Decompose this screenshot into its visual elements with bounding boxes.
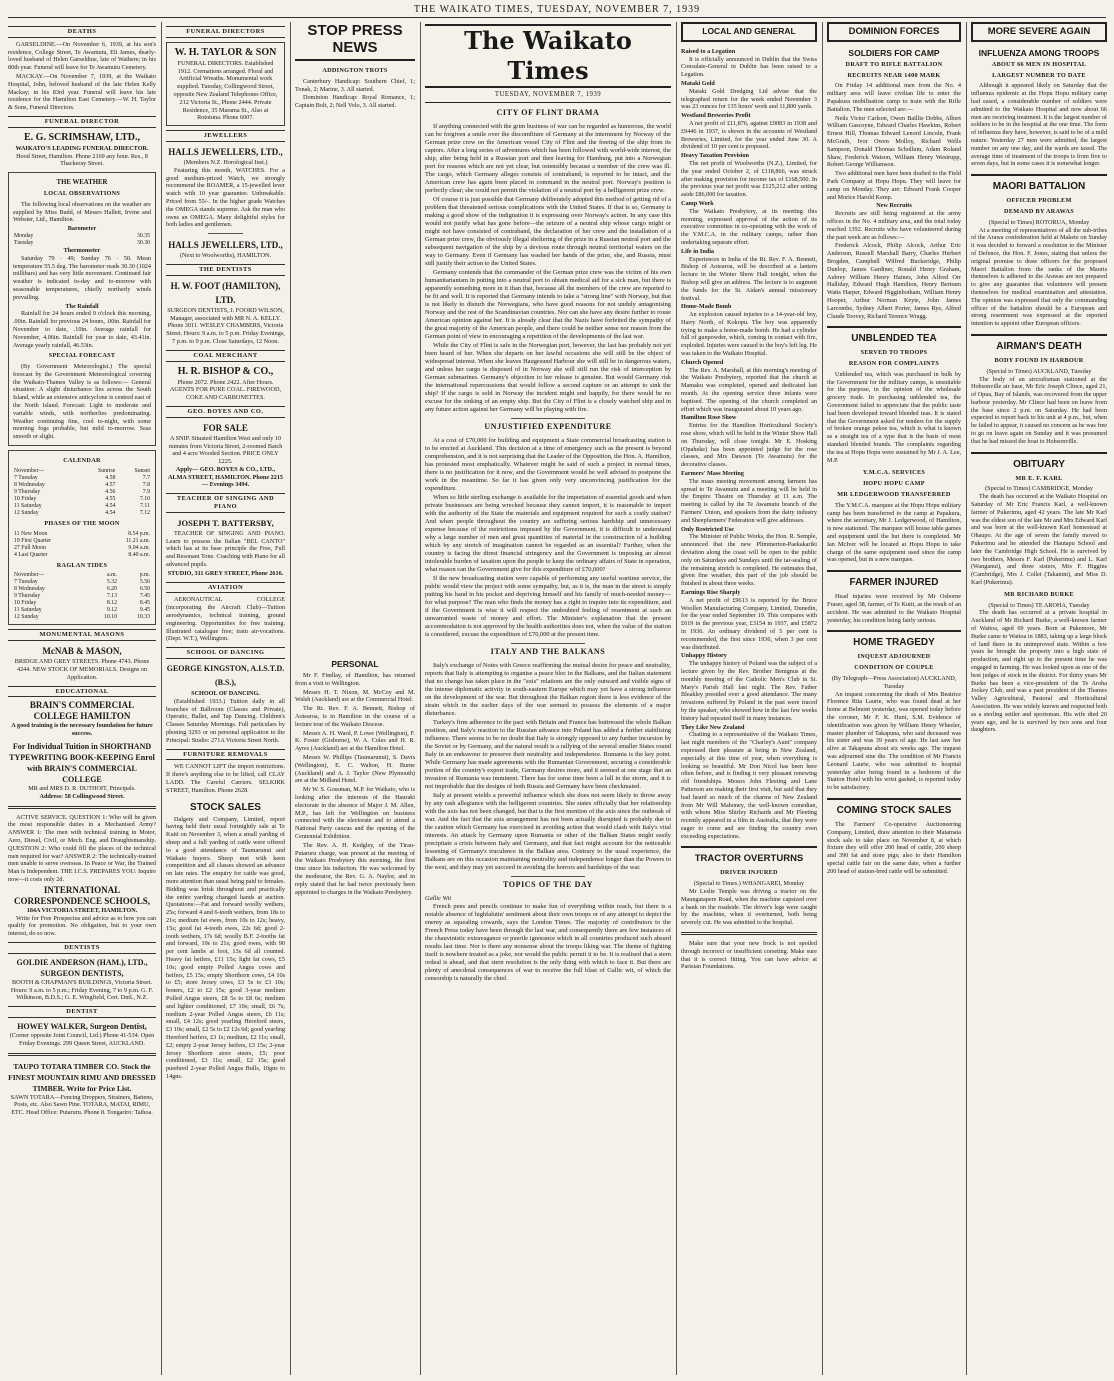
topics-heading: TOPICS OF THE DAY (502, 880, 593, 889)
column-rule (290, 22, 291, 1375)
home-tragedy-text: An inquest concerning the death of Mrs Beatrice Florence Rita Laurie, who was found dead at her home at Belmont yesterday, was opened today before the coroner, Mr F. K. Hunt, S.M. Evidence of identification was given by William Henry Wheeler, master plumber of Takapuna, who said deceased was his sister and was 39 years of age. He last saw her alive at Takapuna about six weeks ago. The inquest was adjourned sine die. The condition of Mr Francis Leonard Laurie, who was admitted to hospital yesterday after being found in a bedroom of the Station Hotel with his wrist gashed, is reported today to be satisfactory. (827, 690, 961, 792)
home-tragedy-dateline: (By Telegraph—Press Association) AUCKLAND, Tuesday (831, 675, 957, 690)
item-heading: Mataki Gold (681, 79, 715, 87)
forecast-text: (By Government Meteorologist.) The special forecast by the Government Meteorological covering the Waikato-Thames Valley is as follows:— General situation: A slight disturbance lies across the South Island, while an extensive anticyclone is centred east of the North Island. Forecast: Light to moderate and variable winds, with northerlies predominating. Weather continuing fine, cool to-night, with some morning fogs probable, but mild to-morrow. Seas smooth or slight. (13, 363, 151, 441)
masthead: The Waikato Times (425, 24, 671, 88)
coming-stock-heading: COMING STOCK SALES (827, 798, 961, 817)
item-text: A net profit of £9613 is reported by the Bruce Woollen Manufacturing Company, Limited, Dunedin, for the year ended September 19. This compares with £619 in the previous year, £3154 in 1937, and £5872 in 1936. An ordinary dividend of 5 per cent is recommended, the first since 1936, when 3 per cent was distributed. (681, 596, 817, 651)
for-sale-text: A SNIP. Situated Hamilton West and only 10 minutes from Victoria Street, 2-roomed Batch and 4 acre Wooded Section. PRICE ONLY £225. (168, 434, 283, 466)
stock-sales-text: Dalgety and Company, Limited, report having held their usual fortnightly sale at Te Kuiti on November 3, when a small yarding of sheep and a full yarding of cattle were offered to a good attendance of Taumarunui and Waikato buyers. Sheep met with keen competition and all classes showed an advance on late rates. The enquiry for cattle was good, more attention than usual being paid to females. Bidding was brisk throughout and practically the entire yarding changed hands at auction. Quotations:—Fat and forward woolly wethers, 25s; forward 4 and 6-tooth wethers, from 18s to 21s; medium fat ewes, from 10s to 12s; heavy, 15s; good fat 4-tooth ewes, 22s 6d; good 2-tooth wethers, 17s 6d; woolly B.F. 2-tooths fat and forward, 19s to 21s; good ewes, with 90 per cent lambs at foot, 13s 6d all counted. Heavy fat heifers, £11 15s; light fat cows, £5 10s; good empty Polled Angus cows and heifers, £5 15s; empty Shorthorn cows, £4 10s to £5; store Jersey cows, £3 5s to £3 10s; boners, £2 to £2 15s; good 3-year medium Polled Angus steers, £8 5s to £8 6s; medium and lighter conditioned, £7 10s; small, £6 7s; medium 2-year Polled Angus steers, £6 11s; small, £4 12s; good yearling Hereford steers, £3 10s; small, £2 5s to £2 12s 6d; good yearling Hereford heifers, £3 1s; medium, £2 11s; small, £2; empty 2-year Jersey heifers, £3 15s; 2-year Jersey Shorthorn store steers, £5; poor conditioned, £3 11s; small, £2 15s; good purebred 2-year Polled Angus Bulls, 10gns to 14gns. (166, 815, 285, 1080)
principals: MR and MRS D. R. DUTHOIT, Principals. (28, 785, 136, 793)
tractor-text: Mr Leslie Temple was driving a tractor on the Maungatapere Road, when the machine capsized over a bank on the roadside. The driver's legs were caught by the machine, when it overturned, both being severely cut. He was admitted to the hospital. (681, 888, 817, 927)
educational-heading: EDUCATIONAL (8, 686, 156, 698)
calendar-table: November— Sunrise Sunset 7 Tuesday 4.58 7.7 8 Wednesday 4.57 7.8 9 Thursday 4.56 7.9 10 Friday 4.55 7.10 11 Saturday 4.54 7.11 12 Sunday 4.54 7.12 (14, 467, 150, 516)
editorial-heading: CITY OF FLINT DRAMA (496, 108, 600, 117)
personal-item: Messrs A. H. Ward, P. Lowe (Wellington), F. K. Foster (Gisborne), W. A. Coles and H. R. Ayres (Auckland) are at the Hamilton Hotel. (295, 729, 415, 753)
brains-tagline: A good training is the necessary foundation for future success. (11, 722, 153, 738)
airman-text: The body of an aircraftsman stationed at the Hobsonville air base, Mr Eric Joseph Clince, aged 21, of Opua, Bay of Islands, was recovered from the upper harbour yesterday. Mr Clince had been on leave from the base since 2 p.m. on Saturday. He had been expected to report back to his unit at 4 p.m., but, when he failed to appear, it caused no concern as he was free to go on leave again on Sunday and it was presumed that he had missed the boat to Hobsonville. (971, 375, 1107, 445)
obituary-dateline: (Special to Times) TE AROHA, Tuesday (988, 601, 1090, 609)
rainfall-heading: The Rainfall (65, 302, 99, 310)
apply-boyes: Apply— GEO. BOYES & CO., LTD., ALMA STREET, HAMILTON. Phone 2215 — Evenings 3494. (167, 465, 284, 489)
influenza-sub: ABOUT 66 MEN IN HOSPITAL (991, 60, 1087, 68)
funeral-directors-heading: FUNERAL DIRECTORS (166, 26, 285, 38)
for-sale-heading: FOR SALE (203, 422, 248, 433)
item-heading: Raised to a Legation (681, 47, 736, 55)
taylor-ad (166, 42, 285, 126)
airman-dateline: (Special to Times) AUCKLAND, Tuesday (986, 367, 1092, 375)
obituary-dateline: (Special to Times) CAMBRIDGE, Monday (985, 485, 1093, 493)
draft-heading: DRAFT TO RIFLE BATTALION (845, 60, 943, 68)
item-text: An explosion caused injuries to a 14-year-old boy, Harry North, of Kokopu. The boy was apparently trying to make a home-made bomb. He had a cylinder full of gunpowder, which, coming in contact with fire, exploded. Injuries were caused to the boy's left leg. He was taken to the Waikato Hospital. (681, 311, 817, 358)
forecast-heading: SPECIAL FORECAST (48, 352, 116, 360)
item-heading: Life in India (681, 247, 715, 255)
halls-firm: HALLS JEWELLERS, LTD., (168, 146, 283, 157)
item-heading: Church Opened (681, 358, 724, 366)
obituary-name: MR E. F. KARL (1015, 474, 1063, 482)
halls-sub-2: (Next to Woolworths), HAMILTON. (180, 252, 271, 260)
halls-text: Featuring this month, WATCHES. For a good medium-priced Watch, we strongly recommend the ROAMER, a 15-jewelled lever watch with 10 year guarantee. Unbreakable. Priced from 55/-. In the higher grade Watches the OMEGA stands supreme. Ask the man who owns an OMEGA. Many delightful styles for both ladies and gentlemen. (166, 166, 285, 229)
divider (511, 418, 585, 419)
battersby-text: TEACHER OF SINGING AND PIANO. Learn to possess the Italian "BEL CANTO" which has at its base principle the Free, Full and Resonant Tone. Coaching with Piano for all advanced pupils. (166, 529, 285, 569)
hw-foot-firm: H. W. FOOT (HAMILTON), LTD. (170, 280, 281, 305)
battersby-address: STUDIO, 311 GREY STREET, Phone 2616. (167, 569, 284, 577)
obituary-name: MR RICHARD BURKE (1004, 590, 1074, 598)
barometer-table: Monday 30.35 Tuesday 30.30 (14, 232, 150, 246)
item-text: A net profit of £11,876, against £9083 in 1938 and £9446 in 1937, is shown in the accounts of Westland Breweries, Limited, for the year ended June 30. A dividend of 10 per cent is proposed. (681, 119, 817, 151)
moon-table: 11 New Moon 8.54 p.m. 19 First Quarter 11.21 a.m. 27 Full Moon 9.04 a.m. 4 Last Quarter 8.40 a.m. (14, 530, 150, 558)
taylor-text: FUNERAL DIRECTORS. Established 1912. Cremations arranged. Floral and Artificial Wreaths. Monumental work supplied. Tuesday, Collingwood Street, opposite New Zealand Telephones Office, 212 Victoria St., Phone 2444. Private Residence, 35 Marama St., Also at Rototuna. Phone 6007. (173, 59, 278, 122)
editorial-paragraph: Italy's exchange of Notes with Greece reaffirming the mutual desire for peace and neutrality, reports that Italy is attempting to organise a peace bloc in the Balkans, and the Italian statement that no change has taken place in the "axis" relations are the only outward and visible signs of the intense diplomatic activity in south-eastern Europe which may yet have a strong influence on the development of the war. But throughout the Balkan region there is less evidence of the strain which in the earlier days of the war seemed to possess the elements of a major disturbance. (425, 662, 671, 717)
item-text: The net profit of Woolworths (N.Z.), Limited, for the year ended October 2, of £118,866, was struck after making provision for income tax of £168,500. In the previous year net profit was £125,212 after setting aside £86,000 for taxation. (681, 159, 817, 199)
dateline: TUESDAY, NOVEMBER 7, 1939 (425, 88, 671, 103)
ymca-text: The Y.M.C.A. marquee at the Hopu Hopu military camp has been transferred to the camp at Papakura, where the secretary, Mr J. Ledgerwood, of Hamilton, is now stationed. The marquee will house table games and equipment until the hut there is completed. Mr Ian McIver will be located at Hopu Hopu to take charge of the same equipment used since the camp was opened, but in a new marquee. (827, 501, 961, 564)
addington-heading: ADDINGTON TROTS (322, 67, 388, 74)
taylor-firm: W. H. TAYLOR & SON (174, 46, 277, 58)
bishop-firm: H. R. BISHOP & CO., (177, 365, 274, 377)
calendar-heading: CALENDAR (63, 457, 101, 465)
divider (208, 233, 244, 234)
ics-text: Write for Free Prospectus and advice as to how you can qualify for promotion. No obligation, but to your own interest, do so now. (8, 914, 156, 938)
item-heading: They Like New Zealand (681, 723, 745, 731)
divider (8, 1053, 156, 1056)
stop-press-blank-space (295, 111, 415, 651)
furniture-text: WE CANNOT LIFT the import restrictions. If there's anything else to be lifted, call CLAY LADD. The Careful Carriers. SELKIRK STREET, Hamilton. Phone 2628. (166, 763, 285, 794)
jewellers-heading: JEWELLERS (166, 130, 285, 142)
influenza-heading: INFLUENZA AMONG TROOPS (978, 47, 1100, 58)
item-heading: Camp Work (681, 199, 714, 207)
editorial-heading: UNJUSTIFIED EXPENDITURE (484, 422, 612, 431)
home-tragedy-heading: HOME TRAGEDY (827, 630, 961, 649)
furniture-heading: FURNITURE REMOVALS (166, 749, 285, 761)
funeral-firm: E. G. SCRIMSHAW, LTD., (24, 131, 140, 143)
top-rule (8, 17, 1106, 18)
funeral-address: Hood Street, Hamilton. Phone 2169 any hour. Res., 8 Thackeray Street. (16, 152, 148, 168)
taupo-totara-ad: TAUPO TOTARA TIMBER CO. Stock the FINEST MOUNTAIN RIMU AND DRESSED TIMBER. Write for Price List. (8, 1061, 156, 1093)
column-advertisements (166, 22, 285, 1375)
recruits-names: Neils Victor Carlson, Owen Baillie Dobbs, Albert William Gascoyne, Edward Charles Hawkins, Robert Ernest Hill, Thomas Edward Lenord Lincoln, Frank McGrath, Ivor Owen Molloy, Richard Wells Sampson, Donald Thomas Schollum, Adam Roland Shaw, Frederick Watson, William Henry Westrupp, Robert George Williamson. (827, 114, 961, 169)
running-head: THE WAIKATO TIMES, TUESDAY, NOVEMBER 7, 1939 (413, 4, 701, 15)
column-rule (966, 22, 967, 1375)
local-general-heading: LOCAL AND GENERAL (681, 22, 817, 42)
stop-press-heading: STOP PRESS NEWS (295, 22, 415, 61)
influenza-text: Although it appeared likely on Saturday that the influenza epidemic at the Hopu Hopu military camp had eased, a considerable number of soldiers were admitted to the Waikato Hospital and now about 66 men are receiving treatment. It is the largest number of soldiers to be in the hospital at the one time. The form of influenza they have, however, is said to be of a mild nature. Yesterday 27 men were admitted, the largest number on any one day, and the wards are taxed. The average time of treatment of the troops is from five to seven days, but in some cases it is somewhat longer. (971, 82, 1107, 168)
weather-box (8, 172, 156, 446)
deaths-heading: DEATHS (8, 26, 156, 38)
raglan-table: November— a.m. p.m. 7 Tuesday 5.32 5.56 8 Wednesday 6.20 6.50 9 Thursday 7.13 7.45 10 Friday 8.12 8.45 11 Saturday 9.12 9.45 12 Sunday 10.10 10.33 (14, 572, 150, 621)
column-local-general (681, 22, 817, 1375)
personal-heading: PERSONAL (331, 658, 379, 669)
goldie-anderson-ad: GOLDIE ANDERSON (HAM.), LTD., SURGEON DENTISTS, (16, 957, 148, 978)
coal-heading: COAL MERCHANT (166, 350, 285, 362)
item-text: The unhappy history of Poland was the subject of a lecture given by the Rev. Brother Benignus at the monthly meeting of the Catholic Men's Club in St. Mary's Parish Hall last night. The Rev. Father Bleakley presided over a good attendance. The many invasions suffered by Poland in the past were traced by the speaker, who showed how in the last few weeks history had repeated itself in many instances. (681, 660, 817, 722)
maori-sub-2: DEMAND BY ARAWAS (1004, 207, 1074, 215)
recruits-text: Two additional men have been drafted to the Field Park Company at Hopu Hopu. They will leave for camp on Monday. They are: Edward Frank Cooper and Morice Harold Kemp. (827, 170, 961, 201)
obituary-heading: OBITUARY (971, 452, 1107, 471)
monumental-firm: McNAB & MASON, (42, 646, 122, 657)
personal-item: Messrs H. T. Nixon, M. McCoy and M. Walsh (Auckland) are at the Commercial Hotel. (295, 688, 415, 704)
item-heading: Only Restricted Use (681, 525, 734, 533)
tea-heading: UNBLENDED TEA (827, 326, 961, 345)
college-address: Address: 58 Collingwood Street. (39, 792, 125, 800)
column-rule (822, 22, 823, 1375)
weather-heading: THE WEATHER (56, 179, 108, 187)
hw-foot-text: SURGEON DENTISTS, J. FOORD WILSON, Manager, associated with MR N. A. KELLY. Phone 3011. WESLEY CHAMBERS, Victoria Street. Hours: 9 a.m. to 5 p.m. Friday Evenings, 7 p.m. to 9 p.m. Close Saturdays, 12 Noon. (166, 306, 285, 345)
tractor-dateline: (Special to Times.) WHANGAREI, Monday (693, 880, 805, 888)
monumental-text: BRIDGE AND GREY STREETS. Phone 4743. Phone 4244. NEW STOCK OF MEMORIALS. Designs on Application. (14, 658, 150, 681)
battersby-firm: JOSEPH T. BATTERSBY, (177, 517, 274, 528)
death-notice: GARSELDINE.—On November 6, 1939, at his son's residence, College Street, Te Awamutu, Eli James, dearly-loved husband of Helen Garseldine, late of Waihere; in his 80th year. Funeral will leave for Te Awamutu Cemetery. (8, 40, 156, 72)
farmer-heading: FARMER INJURED (827, 570, 961, 589)
editorial-paragraph: If the new broadcasting station were capable of performing any useful wartime service, the public would view the project with some sympathy, but, as it is, the man in the street is simply putting his hand in his pocket and depriving himself and his family of much-needed money—for what purpose? The man who finds the money has a right to inquire into its expenditure, and if the Government is wise it will respect the undoubted feeling of resentment at such an unwarranted waste of money and effort. The Minister's explanation that the present accommodation is not approved by the health authorities does not, when the value of the station is considered, excuse the expenditure of £70,000 at the present time. (425, 575, 671, 638)
dancing-heading: SCHOOL OF DANCING (166, 647, 285, 659)
bishop-text: Phone 2072. Phone 2422. After Hours. AGENTS FOR PURE COAL. FIREWOOD, COKE AND CARBONETTES. (169, 378, 282, 402)
tea-subheading: SERVED TO TROOPS (860, 349, 928, 357)
editorial-paragraph: If anything connected with the grim business of war can be regarded as humorous, the world can be forgiven a smile over the discomfiture of Germany at the internment by Norway of the German prize crew on the American vessel City of Flint and the freeing of the ship from its captors. After a long series of adventures which has been followed with world-wide interest, the ship, after being held in a Russian port and then leaving for Hamburg, put into a Norwegian port for reasons which are not yet clear, but ostensibly because a member of the crew was ill. The cargo, which Germany alleges consists of contraband, is reported to be intact, and the American crew has again been placed in command in the neutral port. Norway's position is perfectly clear; she could not permit the violation of a neutral port by a belligerent prize crew. (425, 123, 671, 194)
recruits-text: Recruits are still being registered at the army offices in the No. 4 military area, and the total today reached 1392. Recruits who have volunteered during the past week are as follows:— (827, 210, 961, 241)
item-heading: Earnings Rise Sharply (681, 588, 741, 596)
tuition-ad: For Individual Tuition in SHORTHAND TYPEWRITING BOOK-KEEPING Enrol with BRAIN'S COMMERCIAL COLLEGE (9, 742, 155, 785)
funeral-sub: WAIKATO'S LEADING FUNERAL DIRECTOR. (15, 144, 149, 152)
ics-ad: INTERNATIONAL CORRESPONDENCE SCHOOLS, (13, 884, 151, 906)
item-text: The Rev. A. Marshall, at this morning's meeting of the Waikato Presbytery, reported that the church at Mamaku was completed, opened and dedicated last month. At the opening service three infants were baptised. The opening of the church completed an effort which was inaugurated about 10 years ago. (681, 366, 817, 413)
howey-walker-ad: HOWEY WALKER, Surgeon Dentist, (17, 1021, 147, 1031)
moon-heading: PHASES OF THE MOON (44, 519, 120, 527)
stock-sales-heading: STOCK SALES (190, 801, 261, 813)
column-classifieds (8, 22, 156, 1375)
dentists-heading: THE DENTISTS (166, 264, 285, 276)
column-rule (676, 22, 677, 1375)
thermometer-text: Saturday 79 · 49; Sunday 76 · 50. Mean temperature 55.5 deg. The barometer reads 30.30 (1024 millibars) and has very little movement. Continued fair weather is indicated to-day and to-morrow with seasonable temperatures, chiefly northerly winds prevailing. (13, 254, 151, 301)
editorial-heading: ITALY AND THE BALKANS (490, 647, 606, 656)
editorial-paragraph: At a cost of £70,000 for building and equipment a State commercial broadcasting station is to be erected at Auckland. This decision at a time of emergency such as the present is beyond comprehension, and it is not surprising that the Leader of the Opposition, the Hon. A. Hamilton, has protested most emphatically. Whatever might be said of such a project in normal times, there is no justification for it now, and the Government would be well advised to postpone the work in the meantime. So far it has given only very unconvincing justification for the expenditure. (425, 437, 671, 492)
calendar-box (8, 450, 156, 625)
dentist-heading: DENTIST (8, 1006, 156, 1018)
editorial-paragraph: Turkey's firm adherence to the pact with Britain and France has buttressed the whole Balkan position, and Italy's reaction to the Russian advance into Poland has added a further stabilising influence. There seems to be no doubt that Italy is strongly opposed to any further incursion by the Soviet or by Germany, and the natural result is a rallying of the several smaller States round Italy in an endeavour to preserve their neutrality and independence. Rumania is the key point. While Germany has made agreements with the Rumanian Government, securing a considerable portion of the country's export trade, Germany desires more, and it seemed at one stage that an invasion of Rumania was imminent. There has for some time been a lull in the storm, and it is not improbable that the designs of both Russia and Germany have been checkmated. (425, 719, 671, 790)
item-text: The mass meeting movement among farmers has spread to Te Awamutu and a meeting will be held in the Empire Theatre on Thursday at 11 a.m. The meeting is called by the Te Awamutu branch of the Farmers' Union, and speakers from the dairy industry and Sheepfarmers' Federation will give addresses. (681, 477, 817, 524)
raglan-heading: RAGLAN TIDES (56, 561, 108, 569)
recruits-text: On Friday 14 additional men from the No. 4 military area will leave civilian life to enter the Papakura mobilisation camp to train with the Rifle Battalion. The men selected are:— (827, 82, 961, 113)
tractor-heading: TRACTOR OVERTURNS (681, 846, 817, 865)
maori-text: At a meeting of representatives of all the sub-tribes of the Arawa confederation held at Makete on Sunday it was decided to forward a resolution to the Minister of Defence, the Hon. F. Jones, stating that unless the original promise to draw officers for the proposed Maori Battalion from the ranks of the Maoris themselves is adhered to the Arawas are not prepared to give any guarantee that volunteers will present themselves for medical examination and attestation. The opinion was expressed that only the commanding officer of the battalion should be a European and strong resentment was expressed at the reported intention to appoint other European officers. (971, 226, 1107, 328)
active-service-ad: ACTIVE SERVICE. QUESTION 1: Who will be given the most responsible duties in a Mechanised Army? ANSWER 1: The men with technical training in Motor, Aero, Diesel, Civil, or Mech. Eng. and Draughtsmanship. QUESTION 2: Who could fill the places of the technical men required for war? ANSWER 2: The technically-trained men unable to serve overseas. In Peace or War, the Trained Man is Independent. THE I.C.S. PREPARES YOU. Inquire now—it costs only 2d. (8, 813, 156, 883)
maori-dateline: (Special to Times) ROTORUA, Monday (988, 218, 1090, 226)
editorial-paragraph: When so little sterling exchange is available for the importation of essential goods and when private businesses are being wrecked because they cannot import, it is reasonable to import with the authority of the State the materials and equipment required for such a costly station? And when people throughout the country are suffering serious hardship and unnecessary expense because of the restrictions imposed by the Government, it is difficult to understand why a large number of men and great quantities of material in the construction of a building which by any stretch of imagination cannot be regarded as an essential? Further, when the country is facing the direst financial stringency and the Government is imposing an almost intolerable burden of taxation upon the people to keep the ordinary affairs of State in operation, what reason can the Government give for this expenditure of £70,000? (425, 494, 671, 573)
corset-ad: Make sure that your new frock is not spoiled through incorrect or insufficient corseting. Make sure that it is correct fitting. You can have advice at Parisian Foundations. (681, 940, 817, 971)
soldiers-heading: SOLDIERS FOR CAMP (848, 47, 940, 58)
editorial-paragraph: Italy at present wields a powerful influence which she does not seem likely to throw away by any rash allegiance with the belligerent countries. She states officially that her relationship with the axis has not been changed, but that is the first mention of the axis since the outbreak of war. And the fact that the axis arrangement has not been actually disrupted is probably due to the caution which Germany has exercised in avoiding action that would clash with Italy's vital interests. An attack by Germany upon Rumania or other of the Balkan States might easily precipitate a crisis between Italy and Germany, and that fact might account for the noticeable lessening of Germany's truculence in the Balkan area. Contrary to the usual experience, the Balkans are on this occasion maintaining neutrality and independence longer than the Powers to the west, and they may yet succeed in avoiding the horrors and hardships of the war. (425, 792, 671, 871)
topics-paragraph: French pens and pencils continue to make fun of everything within reach, but there is a notable absence of highfalutin' sentiment about their own troops or of any attempt to depict the enemy as squealing cowards, says the London Times. The majority of contributors to the French Press today have been through the last war, and consequently there are few instances of the chauvinistic extravagance or puerile ignorance which in all countries produced such absurd results last time. Nor is there any nonsense about the troops liking war. The theme of fighting itself is nowhere treated as a joke, nor would the public permit it to be. It is realised that a stern ordeal is ahead, and that stern resolution is the only thing with which to face it. But there are plenty of anecdotal consequences of war to receive the full blast of Gallic wit, of which the censorship is naturally the chief. (425, 903, 671, 982)
recruits-names: Frederick Alcock, Philip Alcock, Arthur Eric Anderson, Russell Marshall Barry, Charles Herbert Brogden, Campbell Wilfred Buckeridge, Philip Dunlop, James Gardiner, Ronald Henry Graham, Aubrey William Henry Haines, John Alfred Orr Halliday, Edward Hugh Hamilton, Henry Bertram Watts Harper, Edward Higginbotham, William Henry Hooper, Arthur Norman Keyte, John James Larcombe, Sydney Albert Porter, James Rye, Alfred Claude Toovey, Richard Terence Wragg. (827, 242, 961, 320)
stop-press-result: Dominion Handicap: Royal Romance, 1; Captain Bolt, 2; Nell Volo, 3. All started. (295, 94, 415, 110)
column-editorial (425, 22, 671, 1375)
kingston-sub: SCHOOL OF DANCING. (191, 690, 260, 698)
dentists-heading: DENTISTS (8, 942, 156, 954)
divider (511, 876, 585, 877)
ics-address: 184A VICTORIA STREET, HAMILTON. (26, 906, 138, 914)
column-rule (161, 22, 162, 1375)
kingston-text: (Established 1933.) Tuition daily in all branches of Ballroom (Classes and Private), Operatic, Ballet, and Tap Dancing. Children's Classes Saturday Mornings. Full particulars by phoning 3293 or on personal application to the Principal: Studio: 271A Victoria Street North. (166, 697, 285, 744)
weather-text: The following local observations on the weather are supplied by Miss Budd, of Messrs Hallett, Irvine and Webster, Ltd., Hamilton. (13, 200, 151, 224)
dominion-forces-heading: DOMINION FORCES (827, 22, 961, 42)
personal-item: Mr F. Findlay, of Hamilton, has returned from a visit to Wellington. (295, 671, 415, 687)
ymca-subheading: HOPU HOPU CAMP (863, 480, 925, 488)
stop-press-result: Canterbury Handicap: Southern Chief, 1; Tonak, 2; Marine, 3. All started. (295, 77, 415, 93)
item-text: It is officially announced in Dublin that the Swiss Consulate-General in Dublin has been raised to a Legation. (681, 55, 817, 79)
personal-item: The Rt. Rev. F. A. Bennett, Bishop of Aotearoa, is in Hamilton in the course of a lecture tour of the Waikato Diocese. (295, 705, 415, 728)
aviation-heading: AVIATION (166, 582, 285, 594)
item-heading: Hamilton Rose Show (681, 414, 737, 422)
divider (511, 643, 585, 644)
more-severe-heading: MORE SEVERE AGAIN (971, 22, 1107, 42)
tea-subheading-2: REASON FOR COMPLAINTS (848, 360, 940, 368)
funeral-director-heading: FUNERAL DIRECTOR (8, 116, 156, 128)
item-text: Experiences in India of the Rt. Rev. F. A. Bennett, Bishop of Aotearoa, will be described at a lantern lecture in the Winter Show Hall tonight, when the Bishop will give an address. The lecture is to augment the funds for the St. Aidan's annual missionary festival. (681, 255, 817, 302)
recruits-heading: RECRUITS NEAR 1400 MARK (847, 71, 941, 79)
personal-item: Messrs W. Phillips (Taumarunui), S. Davis (Wellington), E. C. Walton, H. Burne (Auckland) and A. J. Taylor (New Plymouth) are at the Midland Hotel. (295, 753, 415, 785)
obituary-text: The death has occurred at the Waikato Hospital on Saturday of Mr Eric Francis Karl, a well-known farmer of Pukerimu, aged 42 years. The late Mr Karl was the eldest son of the late Mr and Mrs Edward Karl and was born at the well-known Karl homestead at Ohaupo. At the age of seven the family moved to Pukerimu and he attended the Hautapu School and later the Cambridge High School. He is survived by two brothers, Messrs F. Karl (Pukerimu) and L. Karl (Wanganui), and three sisters, Mrs F. Higgins (Cambridge), Mrs J. Collet (Takanini), and Miss D. Karl (Pukerimu). (971, 493, 1107, 587)
obituary-text: The death has occurred at a private hospital in Auckland of Mr Richard Burke, a well-known farmer of Waitoa, aged 69 years. Born at Pukemore, Mr Burke came to Waitoa in 1883, taking up a large block of land there in its unimproved state. Within a few years he brought the property into a high state of production, and right up to the present time he was engaged in farming. He was looked upon as one of the best judges of stock in the district. For thirty years Mr Burke has been a vice-president of the Te Aroha Jockey Club, and was a past president of the Thames Valley Agricultural, Pastoral and Horticultural Association. He was widely known and respected both as a sterling settler and sportsman. His wife died 20 years ago, and he is survived by two sons and four daughters. (971, 609, 1107, 734)
item-text: Chatting to a representative of the Waikato Times, last night members of the "Charley's Aunt" company expressed their pleasure at being in New Zealand, especially at this time of year, when everything is looking so beautiful. Mr Don Nicol has been here often before, and is finding it very pleasant renewing old friendships. Messrs John Fleeting and Lane Patterson are making their first visit, but said that they had heard so much of the charms of New Zealand from Mr Will Mahoney, the well-known comedian, with whom Miss Shirley Richards and Mr Fleeting recently appeared in a film in Australia, that they were eager to come and are finding the country even exceeding expectations. (681, 731, 817, 840)
kingston-firm: GEORGE KINGSTON, A.I.S.T.D. (B.S.), (166, 664, 285, 688)
item-heading: Westland Breweries Profit (681, 112, 751, 120)
halls-sub: (Members N.Z. Horological Inst.) (183, 158, 268, 166)
maori-heading: MAORI BATTALION (971, 174, 1107, 193)
editorial-paragraph: Germany contends that the commander of the German prize crew was the victim of his own humanitarianism in putting into a neutral port to obtain medical aid for a sick man, but there is apparently something more in it than that, because all the members of the crew are reported to be fit and well. It is reported that Germany intends to take a "strong line" with Norway, but that is not likely to disturb the Norwegians, who have good reasons for not unduly antagonising Norway and the rest of the Scandinavian countries. Nor can she have any desire further to rouse American opinion against her. It is already clear that the Nazis have forfeited the sympathy of the great majority of the American people, and there could be neither sense nor reason from the German point of view in encouraging a repetition of the developments of the last war. (425, 269, 671, 340)
maori-sub: OFFICER PROBLEM (1006, 197, 1072, 205)
item-text: Mataki Gold Dredging Ltd advise that the telegraphed return for the week ended November 3 was 23 ounces for 135 hours' work and 11,800 yards. (681, 87, 817, 111)
thermometer-heading: Thermometer (63, 246, 101, 254)
item-heading: Home-Made Bomb (681, 303, 732, 311)
coming-stock-text: The Farmers' Co-operative Auctioneering Company, Limited, draw attention to their Matamata stock sale to take place on November 8, at which fixture they will offer 200 head of cattle, 200 sheep and 390 fat and store pigs; also to their Hamilton special cattle fair on the same date, when a further 200 head of station-bred cattle will be submitted. (827, 820, 961, 875)
item-text: The Waikato Presbytery, at its meeting this morning, expressed approval of the action of its executive committee in co-operating with the work of the Y.M.C.A. in the military camps, rather than undertaking separate effort. (681, 207, 817, 246)
divider (681, 932, 817, 935)
taupo-totara-text: SAWN TOTARA—Fencing Droppers, Strainers, Battens, Posts, etc. Also Sawn Pine. TOTARA, MATAI, RIMU, ETC. Head Office: Putaruru. Phone 8. Tongariro: Taihoa. (10, 1093, 154, 1117)
farmer-text: Head injuries were received by Mr Osborne Fraser, aged 38, farmer, of Te Kuiti, as the result of an accident. He was admitted to the Waikato Hospital yesterday, his condition being fairly serious. (827, 593, 961, 624)
goldie-anderson-text: BOOTH & CHAPMAN'S BUILDINGS, Victoria Street. Hours: 9 a.m. to 5 p.m.; Friday Evening, 7 to 9 p.m. G. F. Wilkinson, B.D.S.; G. E. Wingfield, Cert. Dntl., N.Z. (10, 978, 154, 1002)
item-text: The Minister of Public Works, the Hon. R. Semple, announced that the new Plimmerton-Paekakariki deviation along the coast will be open to the public only on Saturdays and Sundays until the tar-sealing of the remaining stretch is completed. He estimates that, given fine weather, this part of the job should be finished in about three weeks. (681, 533, 817, 588)
boyes-heading: GEO. BOYES AND CO. (166, 406, 285, 418)
tea-text: Unblended tea, which was purchased in bulk by the Government for the military camps, is unsuitable for the purpose, in the opinion of the wholesale grocery trade. In purchasing unblended tea, the Government failed to appreciate that the public taste had been developed toward blended teas. It is stated that the Government asked for tenders for the supply of broken orange pekoe tea, which is what is known as a straight tea of a type that is the basis of most standard blended brands. The complaints regarding the tea at Hopu Hopu were sustained by Mr J. A. Lee, M.P. (827, 370, 961, 464)
personal-item: The Rev. A. H. Kedgley, of the Tirau-Putaruru charge, was present at the meeting of the Waikato Presbytery this morning, the first time since his induction. He was welcomed by the moderator, the Rev. G. A. Naylor, and in reply stated that he had twice previously been appointed to charges in the Waikato Presbytery. (295, 841, 415, 896)
influenza-sub-2: LARGEST NUMBER TO DATE (992, 71, 1086, 79)
ymca-subheading-2: MR LEDGERWOOD TRANSFERRED (837, 491, 951, 499)
column-stop-press (295, 22, 415, 1375)
weather-sub: LOCAL OBSERVATIONS (43, 189, 121, 197)
item-heading: Farmers' Mass Meeting (681, 470, 744, 478)
topics-subheading: Gallic Wit (425, 895, 452, 902)
personal-item: Mr W. S. Gossman, M.P. for Waikato, who is looking after the interests of the Hauraki electorate in the absence of Major J. M. Allen, M.P., has left for Wellington on business connected with the electorate and to attend a National Party caucus and the opening of the Centennial Exhibition. (295, 786, 415, 840)
home-tragedy-sub-2: CONDITION OF COUPLE (854, 664, 934, 672)
death-notice: MACKAY.—On November 7, 1939, at the Waikato Hospital, John, beloved husband of the late Helen Kelly Mackay; in his 83rd year. Funeral will leave his late residence for the Hamilton East Cemetery.—W. H. Taylor & Sons, Funeral Directors. (8, 72, 156, 112)
airman-sub: BODY FOUND IN HARBOUR (994, 356, 1084, 364)
monumental-heading: MONUMENTAL MASONS (8, 629, 156, 641)
barometer-heading: Barometer (67, 225, 97, 233)
singing-heading: TEACHER OF SINGING AND PIANO (166, 493, 285, 513)
aero-college-ad: AERONAUTICAL COLLEGE (incorporating the Aircraft Club)—Tuition aerodynamics, technical training, ground engineering. Opportunities for free training. Illustrated catalogue free; train air-vocations. (Dept. W.T.), Wellington. (166, 596, 285, 643)
ymca-heading: Y.M.C.A. SERVICES (862, 469, 926, 477)
home-tragedy-sub: INQUEST ADJOURNED (857, 653, 931, 661)
rainfall-text: Rainfall for 24 hours ended 9 o'clock this morning, .00in. Rainfall for previous 24 hours, .00in. Rainfall for November to date, .10in. Average rainfall for November, 4.06in. Rainfall for year to date, 43.41in. Average yearly rainfall, 46.53in. (13, 310, 151, 349)
column-rule (420, 22, 421, 1375)
new-recruits-heading: New Recruits (876, 202, 912, 210)
halls-firm-2: HALLS JEWELLERS, LTD., (168, 240, 283, 251)
column-dominion-forces (827, 22, 961, 1375)
editorial-paragraph: Of course it is just possible that Germany deliberately adopted this method of getting rid of a problem that threatened serious complications with the United States. If that is so, Germany is making a good show of the indignation it is expressing over Norway's action. In any case this would not justify what has gone before—the seizure of a neutral ship whose cargo might or might not have consisted of contraband, the declaration of her crew and the installation of a German prize crew, the obviously illegal sheltering of the prize in a Russian neutral port and the subsequent navigation of the ship by a devious route through neutral territorial waters on the way to Germany. Even if Germany has washed her hands of the prize, she, and Russia, must still justify their action to the United States. (425, 196, 671, 267)
column-influenza (971, 22, 1107, 1375)
editorial-paragraph: While the City of Flint is safe in the Norwegian port, however, the last has probably not yet been heard of her. When she departs on her lawful occasions she will still be the object of widespread interest. When she leaves Haugesund Harbour she will still be in dangerous waters, and unless her cargo is disposed of in Norway she will still run the risk of interception by German submarines. Germany's objection to her release is genuine. But would Germany risk the international repercussions that would follow a second capture or an attempt to sink the ship? If the cargo is sold in Norway the incident might end happily, for there would be no excuse for the sinking of an empty ship. But the City of Flint is a closely watched ship and in any future action against her Germany will be playing with fire. (425, 342, 671, 413)
divider (8, 806, 156, 809)
tractor-subheading: DRIVER INJURED (720, 869, 778, 877)
airman-heading: AIRMAN'S DEATH (971, 334, 1107, 353)
brains-college-ad: BRAIN'S COMMERCIAL COLLEGE HAMILTON (29, 700, 135, 722)
item-heading: Unhappy History (681, 652, 727, 660)
howey-walker-text: (Corner opposite Joint Council, Ltd.) Phone 41-534. Open Friday Evenings. 299 Queen Street, AUCKLAND. (9, 1031, 155, 1047)
item-heading: Heavy Taxation Provision (681, 152, 749, 160)
item-text: Entries for the Hamilton Horticultural Society's rose show, which will be held in the Winter Show Hall on Thursday, will close tonight. Mr E. Hosking (Opaheke) has been appointed judge for the rose classes, and Mrs Dawson (Te Awamutu) for the decorative classes. (681, 422, 817, 469)
